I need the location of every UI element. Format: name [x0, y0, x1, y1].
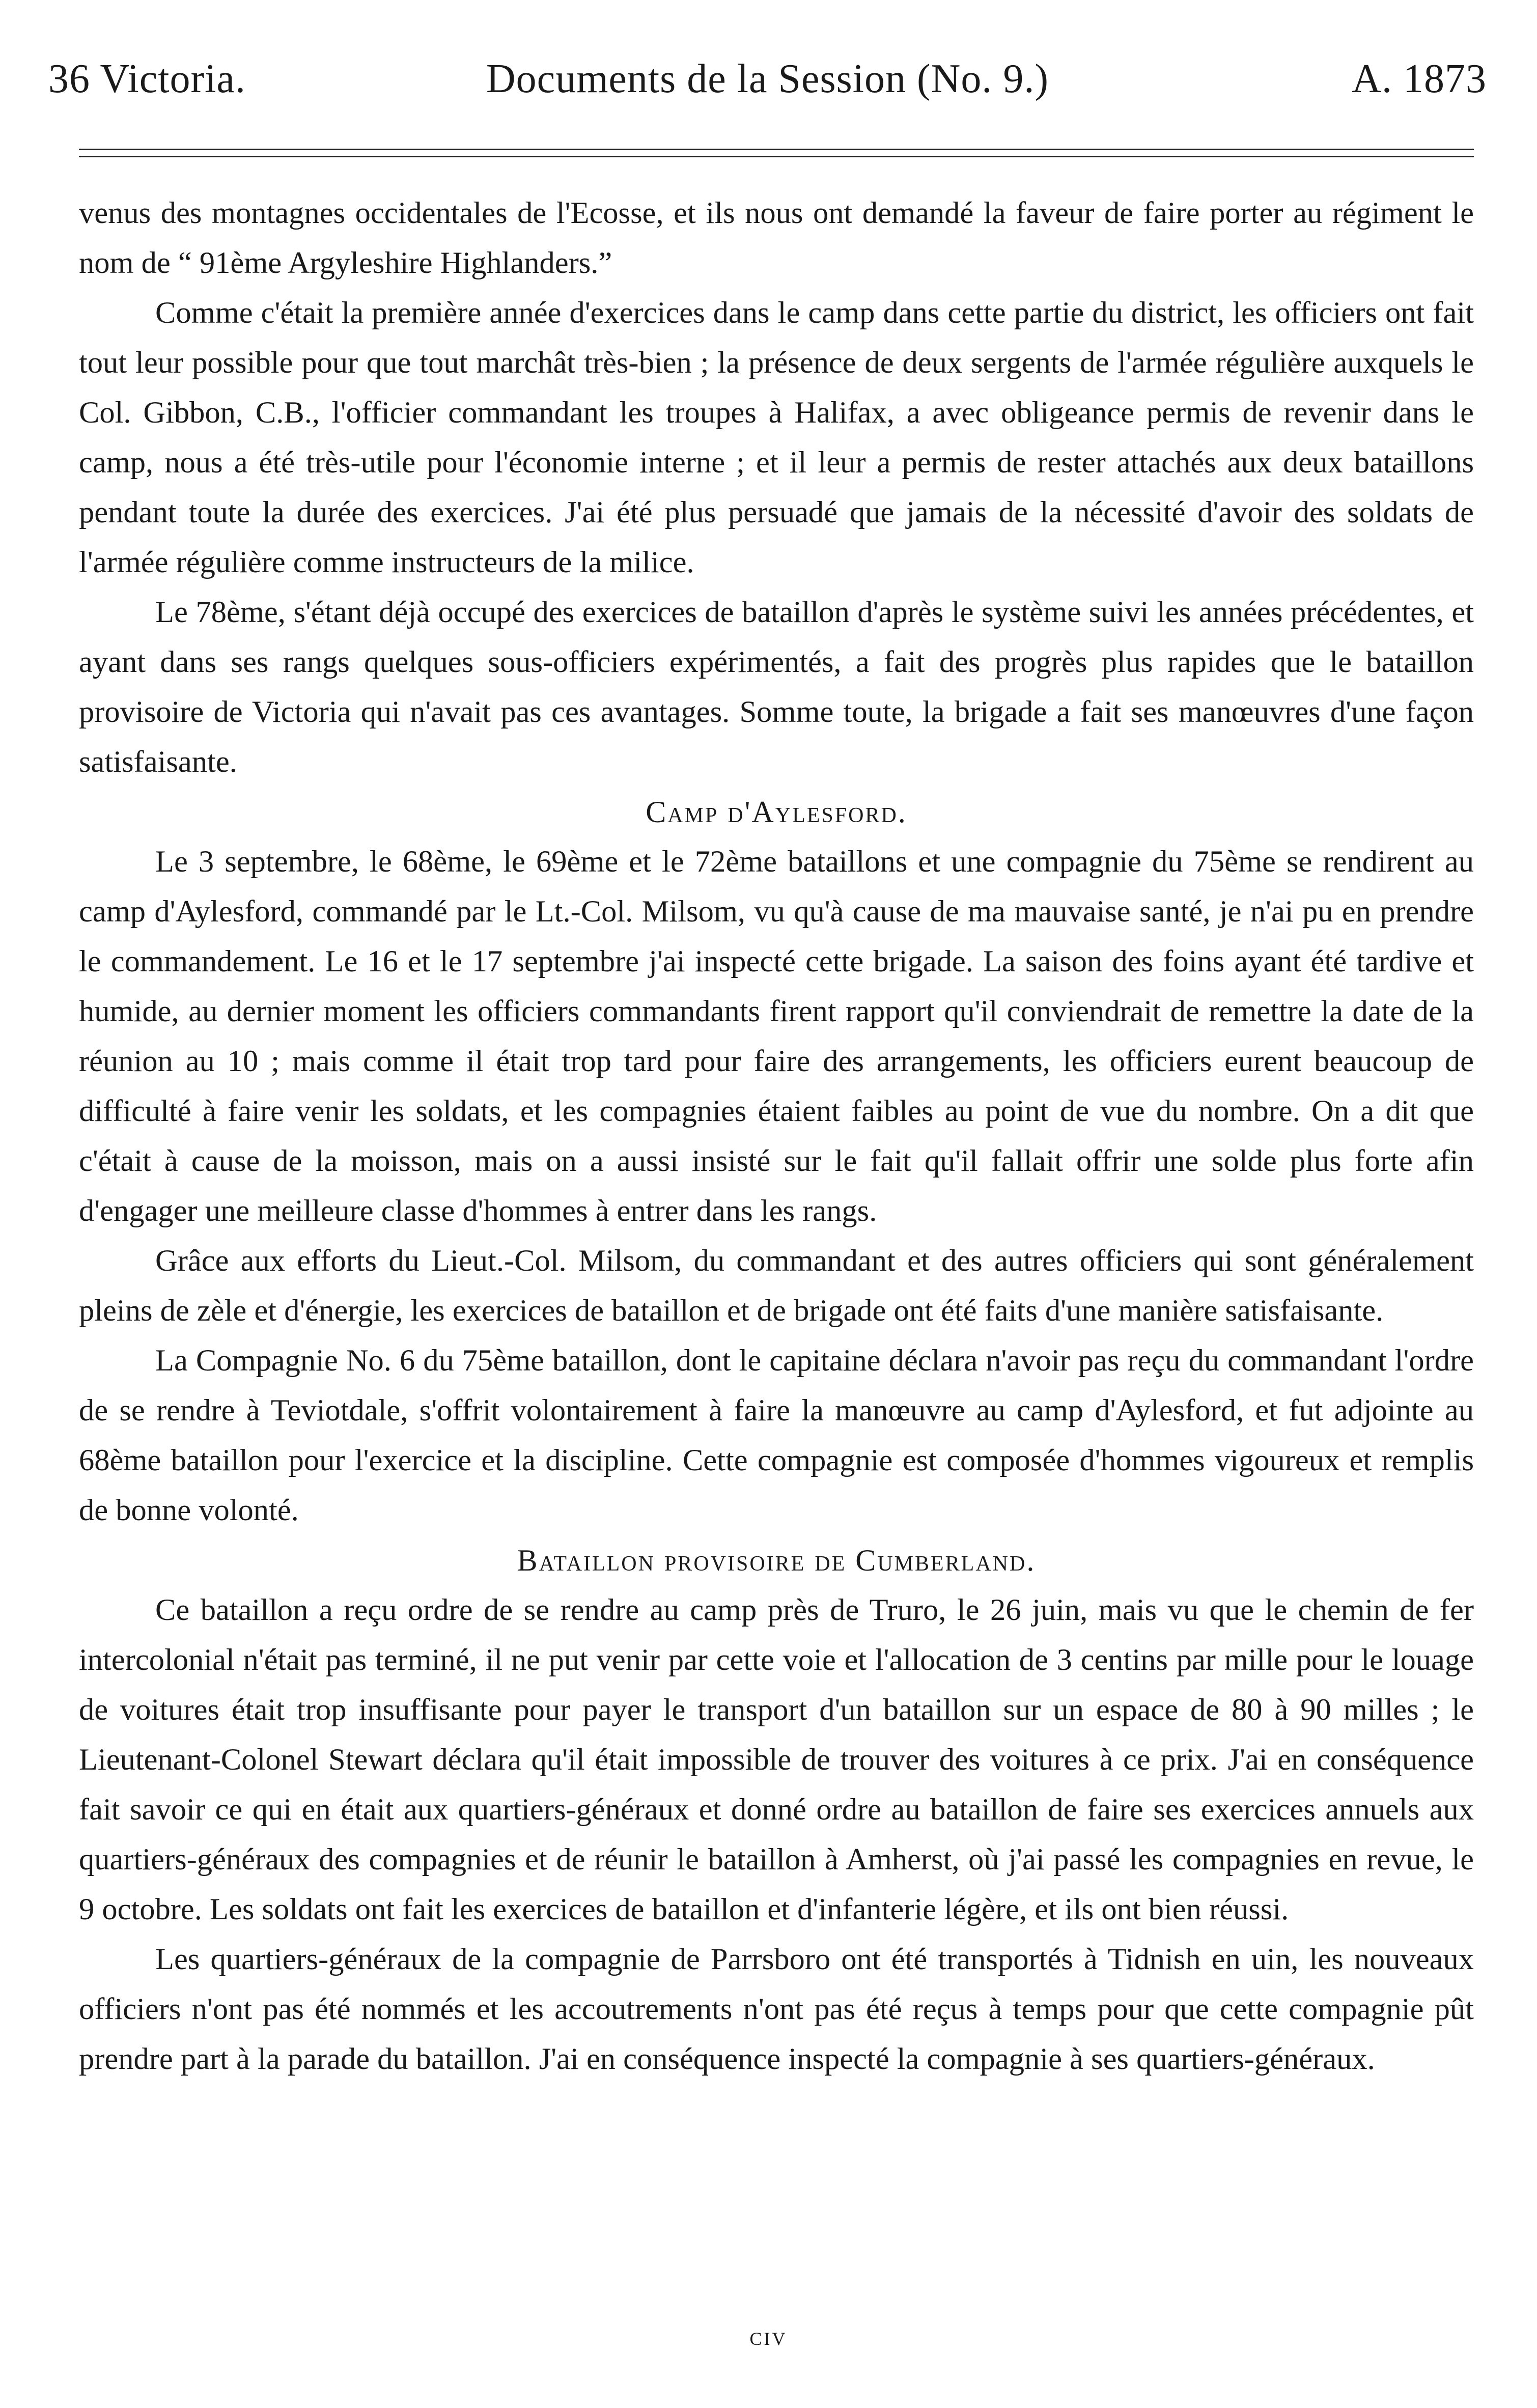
- section-heading: Bataillon provisoire de Cumberland.: [517, 1544, 1036, 1577]
- header-document-title: Documents de la Session (No. 9.): [486, 57, 1049, 101]
- body-paragraph: La Compagnie No. 6 du 75ème bataillon, dont le capitaine déclara n'avoir pas reçu du commandant l'ordre de se rendre à Teviotdale, s'offrit volontairement à faire la manœuvre au camp d'Aylesford, et fut adjointe au 68ème bataillon pour l'exercice et la discipline. Cette compagnie est composée d'hommes vigoureux et remplis de bonne volonté.: [79, 1343, 1474, 1527]
- body-paragraph: Le 78ème, s'étant déjà occupé des exercices de bataillon d'après le système suivi les années précédentes, et ayant dans ses rangs quelques sous-officiers expérimentés, a fait des progrès plus rapides que le bataillon provisoire de Victoria qui n'avait pas ces avantages. Somme toute, la brigade a fait ses manœuvres d'une façon satisfaisante.: [79, 595, 1474, 779]
- document-body: [79, 188, 1474, 2084]
- body-paragraph: Ce bataillon a reçu ordre de se rendre au camp près de Truro, le 26 juin, mais vu que le chemin de fer intercolonial n'était pas terminé, il ne put venir par cette voie et l'allocation de 3 centins par mille pour le louage de voitures était trop insuffisante pour payer le transport d'un bataillon sur un espace de 80 à 90 milles ; le Lieutenant-Colonel Stewart déclara qu'il était impossible de trouver des voitures à ce prix. J'ai en conséquence fait savoir ce qui en était aux quartiers-généraux et donné ordre au bataillon de faire ses exercices annuels aux quartiers-généraux des compagnies et de réunir le bataillon à Amherst, où j'ai passé les compagnies en revue, le 9 octobre. Les soldats ont fait les exercices de bataillon et d'infanterie légère, et ils ont bien réussi.: [79, 1593, 1474, 1926]
- header-session-label: 36 Victoria.: [48, 57, 246, 101]
- body-paragraph: venus des montagnes occidentales de l'Ecosse, et ils nous ont demandé la faveur de faire porter au régiment le nom de “ 91ème Argyleshire Highlanders.”: [79, 196, 1474, 280]
- running-header: [48, 48, 1487, 109]
- section-heading: Camp d'Aylesford.: [646, 795, 907, 829]
- header-rule-top: [79, 149, 1474, 150]
- body-paragraph: Le 3 septembre, le 68ème, le 69ème et le 72ème bataillons et une compagnie du 75ème se rendirent au camp d'Aylesford, commandé par le Lt.-Col. Milsom, vu qu'à cause de ma mauvaise santé, je n'ai pu en prendre le commandement. Le 16 et le 17 septembre j'ai inspecté cette brigade. La saison des foins ayant été tardive et humide, au dernier moment les officiers commandants firent rapport qu'il conviendrait de remettre la date de la réunion au 10 ; mais comme il était trop tard pour faire des arrangements, les officiers eurent beaucoup de difficulté à faire venir les soldats, et les compagnies étaient faibles au point de vue du nombre. On a dit que c'était à cause de la moisson, mais on a aussi insisté sur le fait qu'il fallait offrir une solde plus forte afin d'engager une meilleure classe d'hommes à entrer dans les rangs.: [79, 845, 1474, 1228]
- header-rule-bottom: [79, 156, 1474, 157]
- body-paragraph: Grâce aux efforts du Lieut.-Col. Milsom, du commandant et des autres officiers qui sont généralement pleins de zèle et d'énergie, les exercices de bataillon et de brigade ont été faits d'une manière satisfaisante.: [79, 1244, 1474, 1328]
- page-number: civ: [749, 2322, 788, 2351]
- body-paragraph: Comme c'était la première année d'exercices dans le camp dans cette partie du district, les officiers ont fait tout leur possible pour que tout marchât très-bien ; la présence de deux sergents de l'armée régulière auxquels le Col. Gibbon, C.B., l'officier commandant les troupes à Halifax, a avec obligeance permis de revenir dans le camp, nous a été très-utile pour l'économie interne ; et il leur a permis de rester attachés aux deux bataillons pendant toute la durée des exercices. J'ai été plus persuadé que jamais de la nécessité d'avoir des soldats de l'armée régulière comme instructeurs de la milice.: [79, 296, 1474, 579]
- header-year: A. 1873: [1352, 57, 1487, 101]
- body-paragraph: Les quartiers-généraux de la compagnie de Parrsboro ont été transportés à Tidnish en uin, les nouveaux officiers n'ont pas été nommés et les accoutrements n'ont pas été reçus à temps pour que cette compagnie pût prendre part à la parade du bataillon. J'ai en conséquence inspecté la compagnie à ses quartiers-généraux.: [79, 1942, 1474, 2076]
